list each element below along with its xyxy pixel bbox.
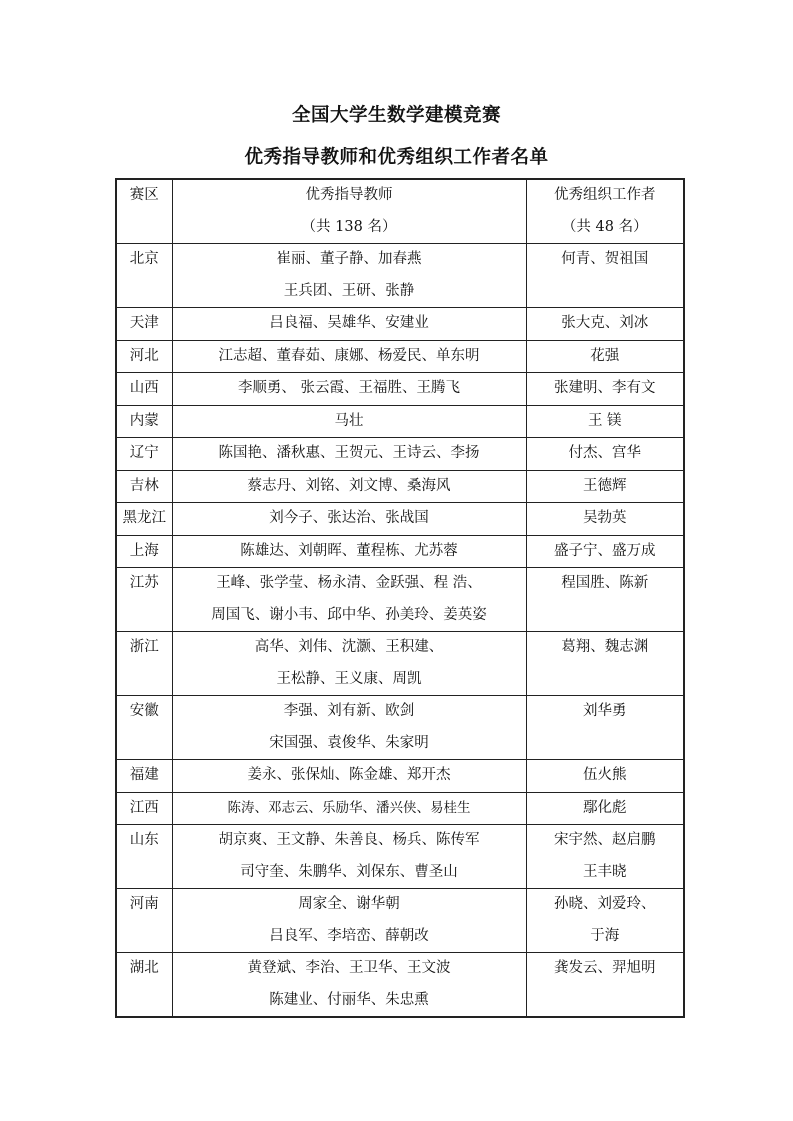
teacher-names-line: 崔丽、董子静、加春燕 [276,251,422,267]
teacher-names-line: 姜永、张保灿、陈金雄、郑开杰 [247,767,451,783]
organizers-cell [526,535,684,568]
organizers-cell [526,438,684,471]
region-cell [116,825,172,889]
table-row [116,405,684,438]
region-cell [116,696,172,760]
teachers-cell [172,632,526,696]
organizer-names-line: 张大克、刘冰 [561,315,649,331]
table-row [116,340,684,373]
table-row [116,535,684,568]
region-name: 河北 [129,347,159,364]
title-line-1: 全国大学生数学建模竞赛 [291,105,501,126]
teachers-cell [172,244,526,308]
region-cell [116,503,172,536]
teachers-cell [172,405,526,438]
organizer-names-line: 鄢化彪 [583,799,627,816]
table-row [116,568,684,632]
teacher-names-line: 吕良福、吴雄华、安建业 [269,315,429,331]
teacher-names-line: 司守奎、朱鹏华、刘保东、曹圣山 [240,863,458,880]
teacher-names-line: 陈建业、付丽华、朱忠熏 [269,991,429,1008]
teacher-names-line: 江志超、董春茹、康娜、杨爱民、单东明 [218,347,480,364]
organizer-names-line: 付杰、宫华 [568,445,641,461]
teacher-names-line: 刘今子、张达治、张战国 [269,510,429,526]
region-name: 山西 [129,380,159,396]
teacher-names-line: 李强、刘有新、欧剑 [283,703,415,719]
teachers-cell [172,760,526,793]
region-name: 河南 [129,896,159,912]
organizer-names-line: 王 镁 [587,412,622,429]
region-name: 黑龙江 [122,510,166,526]
organizer-names-line: 伍火熊 [583,767,627,783]
teacher-names-line: 王峰、张学莹、杨永清、金跃强、程 浩、 [216,575,482,591]
organizers-cell [526,889,684,953]
table-row [116,953,684,1018]
region-name: 湖北 [129,960,159,976]
organizers-cell [526,792,684,825]
table-row [116,760,684,793]
table-row [116,792,684,825]
region-cell [116,535,172,568]
teacher-names-line: 王松静、王义康、周凯 [276,670,422,687]
table-row [116,244,684,308]
organizers-cell [526,405,684,438]
region-cell [116,470,172,503]
table-row [116,825,684,889]
header-row [116,179,684,244]
header-teachers: 优秀指导教师 （共 138 名） [172,179,526,244]
teachers-cell [172,889,526,953]
organizers-cell [526,340,684,373]
table-row [116,503,684,536]
region-name: 内蒙 [129,412,159,429]
header-organizers: 优秀组织工作者 （共 48 名） [526,179,684,244]
organizers-cell [526,953,684,1018]
organizer-names-line: 于海 [590,927,620,944]
organizer-names-line: 王丰晓 [583,863,627,880]
table-row [116,438,684,471]
region-name: 安徽 [129,703,159,719]
table-row [116,889,684,953]
teacher-names-line: 陈涛、邓志云、乐励华、潘兴侠、易桂生 [227,799,471,816]
region-cell [116,760,172,793]
awards-table [115,178,685,1018]
organizer-names-line: 孙晓、刘爱玲、 [554,896,656,912]
table-row [116,632,684,696]
table-row [116,308,684,341]
region-name: 辽宁 [129,445,159,461]
organizer-names-line: 宋宇然、赵启鹏 [554,832,656,848]
organizers-cell [526,308,684,341]
region-cell [116,244,172,308]
teachers-cell [172,470,526,503]
teachers-cell [172,825,526,889]
organizer-names-line: 王德辉 [583,477,627,494]
organizers-cell [526,825,684,889]
organizer-names-line: 程国胜、陈新 [561,575,649,591]
teachers-cell [172,340,526,373]
teacher-names-line: 李顺勇、 张云霞、王福胜、王腾飞 [237,380,461,396]
organizer-names-line: 盛子宁、盛万成 [554,542,656,559]
teacher-names-line: 马壮 [334,412,364,429]
region-name: 福建 [129,767,159,783]
teachers-cell [172,696,526,760]
organizer-names-line: 何青、贺祖国 [561,251,649,267]
organizer-names-line: 葛翔、魏志渊 [561,639,649,655]
teachers-cell [172,503,526,536]
region-cell [116,953,172,1018]
teacher-names-line: 蔡志丹、刘铭、刘文博、桑海风 [247,477,451,494]
region-name: 浙江 [129,639,159,655]
teachers-cell [172,308,526,341]
teacher-names-line: 吕良军、李培峦、薛朝改 [269,927,429,944]
organizers-cell [526,470,684,503]
organizer-names-line: 吴勃英 [583,510,627,526]
region-name: 天津 [129,315,159,331]
organizers-cell [526,760,684,793]
table-row [116,373,684,406]
teacher-names-line: 高华、刘伟、沈灏、王积建、 [254,639,444,655]
organizers-cell [526,632,684,696]
organizers-cell [526,373,684,406]
organizer-names-line: 花强 [590,347,620,364]
region-cell [116,340,172,373]
teacher-names-line: 周国飞、谢小韦、邱中华、孙美玲、姜英姿 [211,606,487,623]
teacher-names-line: 宋国强、袁俊华、朱家明 [269,734,429,751]
table-row [116,696,684,760]
teachers-cell [172,373,526,406]
region-name: 吉林 [129,477,159,494]
organizers-cell [526,244,684,308]
region-name: 上海 [129,542,159,559]
header-region: 赛区 [116,179,172,244]
title-line-2: 优秀指导教师和优秀组织工作者名单 [244,147,549,168]
region-cell [116,405,172,438]
organizer-names-line: 龚发云、羿旭明 [554,960,656,976]
teacher-names-line: 王兵团、王研、张静 [283,282,415,299]
teacher-names-line: 胡京爽、王文静、朱善良、杨兵、陈传军 [218,832,480,848]
organizer-names-line: 张建明、李有文 [554,380,656,396]
region-name: 山东 [129,832,159,848]
organizers-cell [526,696,684,760]
organizer-names-line: 刘华勇 [583,703,627,719]
table-row [116,470,684,503]
teachers-cell [172,953,526,1018]
region-name: 江西 [129,799,159,816]
organizers-cell [526,503,684,536]
teachers-cell [172,568,526,632]
region-cell [116,792,172,825]
teacher-names-line: 周家全、谢华朝 [298,896,400,912]
region-cell [116,632,172,696]
region-cell [116,308,172,341]
region-name: 北京 [129,251,159,267]
region-cell [116,889,172,953]
region-cell [116,438,172,471]
teachers-cell [172,792,526,825]
teachers-cell [172,535,526,568]
teacher-names-line: 陈雄达、刘朝晖、董程栋、尤苏蓉 [240,542,458,559]
teachers-cell [172,438,526,471]
region-cell [116,373,172,406]
teacher-names-line: 陈国艳、潘秋惠、王贺元、王诗云、李扬 [218,445,480,461]
organizers-cell [526,568,684,632]
region-name: 江苏 [129,575,159,591]
teacher-names-line: 黄登斌、李治、王卫华、王文波 [247,960,451,976]
region-cell [116,568,172,632]
